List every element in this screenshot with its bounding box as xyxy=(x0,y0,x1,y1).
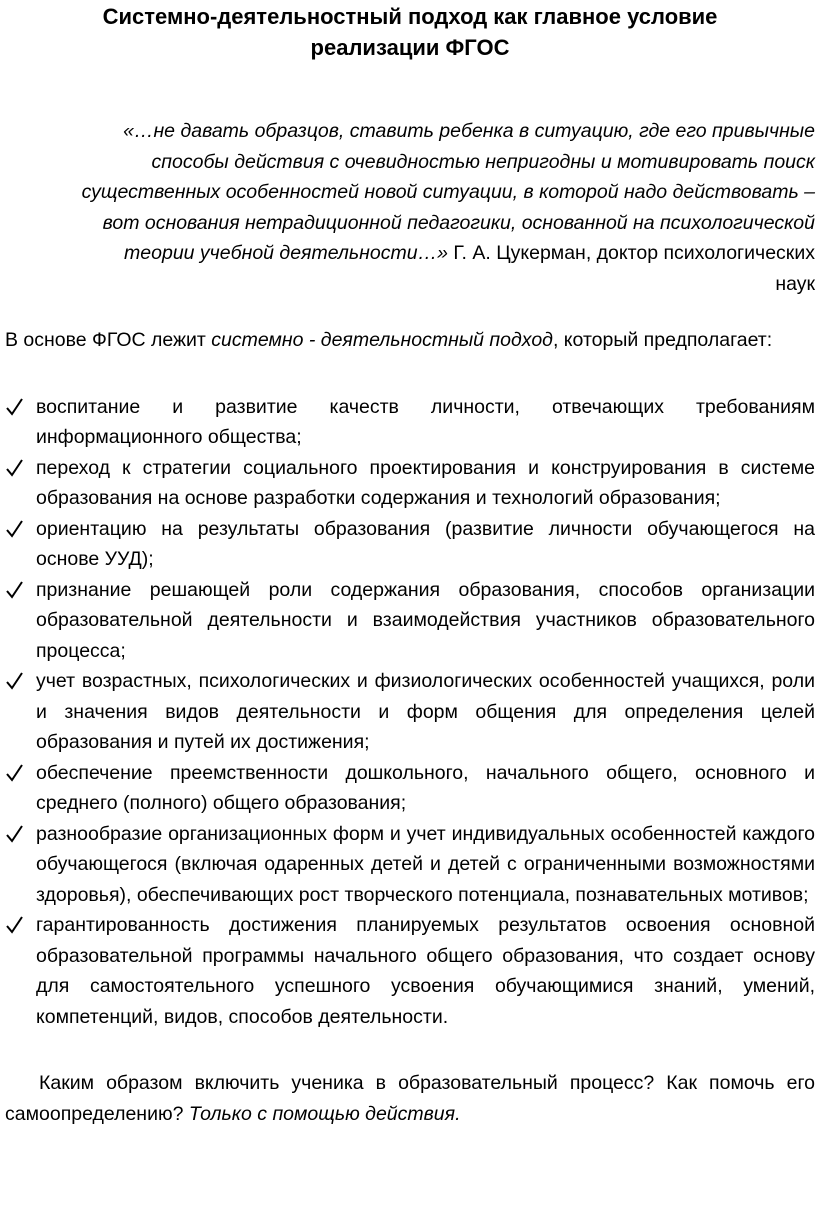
document-page xyxy=(5,0,815,1129)
list-item-text: разнообразие организационных форм и учет индивидуальных особенностей каждого обучающегося (включая одаренных детей и детей с ограниченными возможностями здоровья), обеспечивающих рост творческого потенциала, познавательных мотивов; xyxy=(36,822,815,906)
intro-paragraph xyxy=(5,325,815,356)
list-item xyxy=(5,666,815,758)
list-item xyxy=(5,575,815,667)
checkmark-icon xyxy=(5,514,25,544)
list-item xyxy=(5,910,815,1032)
epigraph-line: «…не давать образцов, ставить ребенка в ситуацию, где его привычные xyxy=(123,120,815,142)
closing-emphasis: Только с помощью действия. xyxy=(188,1102,461,1125)
checkmark-icon xyxy=(5,453,25,483)
closing-text: Каким образом включить ученика в образовательный процесс? Как помочь его самоопределению? xyxy=(5,1072,815,1125)
list-item xyxy=(5,453,815,514)
epigraph-line-italic: теории учебной деятельности…» xyxy=(124,242,448,264)
intro-emphasis: системно - деятельностный подход xyxy=(211,329,553,351)
checkmark-icon xyxy=(5,392,25,422)
checkmark-icon xyxy=(5,666,25,696)
list-item-text: признание решающей роли содержания образования, способов организации образовательной деятельности и взаимодействия участников образовательного процесса; xyxy=(36,578,815,662)
epigraph-author: Г. А. Цукерман, доктор психологических xyxy=(447,242,815,264)
epigraph-line: вот основания нетрадиционной педагогики, основанной на психологической xyxy=(102,211,815,234)
list-item xyxy=(5,392,815,453)
list-item xyxy=(5,758,815,819)
checkmark-icon xyxy=(5,819,25,849)
intro-suffix: , который предполагает: xyxy=(552,329,773,351)
list-item xyxy=(5,514,815,575)
epigraph-line: существенных особенностей новой ситуации, в которой надо действовать – xyxy=(81,181,815,203)
requirements-list xyxy=(5,392,815,1033)
epigraph-line: способы действия с очевидностью непригодны и мотивировать поиск xyxy=(151,150,815,173)
list-item-text: учет возрастных, психологических и физиологических особенностей учащихся, роли и значения видов деятельности и форм общения для определения целей образования и путей их достижения; xyxy=(36,670,815,753)
title-line-2: реализации ФГОС xyxy=(310,35,510,60)
list-item-text: гарантированность достижения планируемых результатов освоения основной образовательной программы начального общего образования, что создает основу для самостоятельного успешного усвоения обучающимися знаний, умений, компетенций, видов, способов деятельности. xyxy=(36,914,815,1028)
list-item-text: ориентацию на результаты образования (развитие личности обучающегося на основе УУД); xyxy=(36,517,815,570)
epigraph-author-end: наук xyxy=(775,272,815,295)
epigraph-quote xyxy=(5,116,815,299)
list-item-text: переход к стратегии социального проектирования и конструирования в системе образования на основе разработки содержания и технологий образования; xyxy=(36,456,815,509)
checkmark-icon xyxy=(5,575,25,605)
intro-prefix: В основе ФГОС лежит xyxy=(5,329,212,351)
closing-paragraph xyxy=(5,1068,815,1129)
checkmark-icon xyxy=(5,910,25,940)
page-title xyxy=(5,0,815,63)
list-item-text: обеспечение преемственности дошкольного, начального общего, основного и среднего (полного) общего образования; xyxy=(36,761,815,814)
list-item-text: воспитание и развитие качеств личности, отвечающих требованиям информационного общества; xyxy=(36,395,815,448)
list-item xyxy=(5,819,815,911)
checkmark-icon xyxy=(5,758,25,788)
title-line-1: Системно-деятельностный подход как главное условие xyxy=(102,4,718,29)
